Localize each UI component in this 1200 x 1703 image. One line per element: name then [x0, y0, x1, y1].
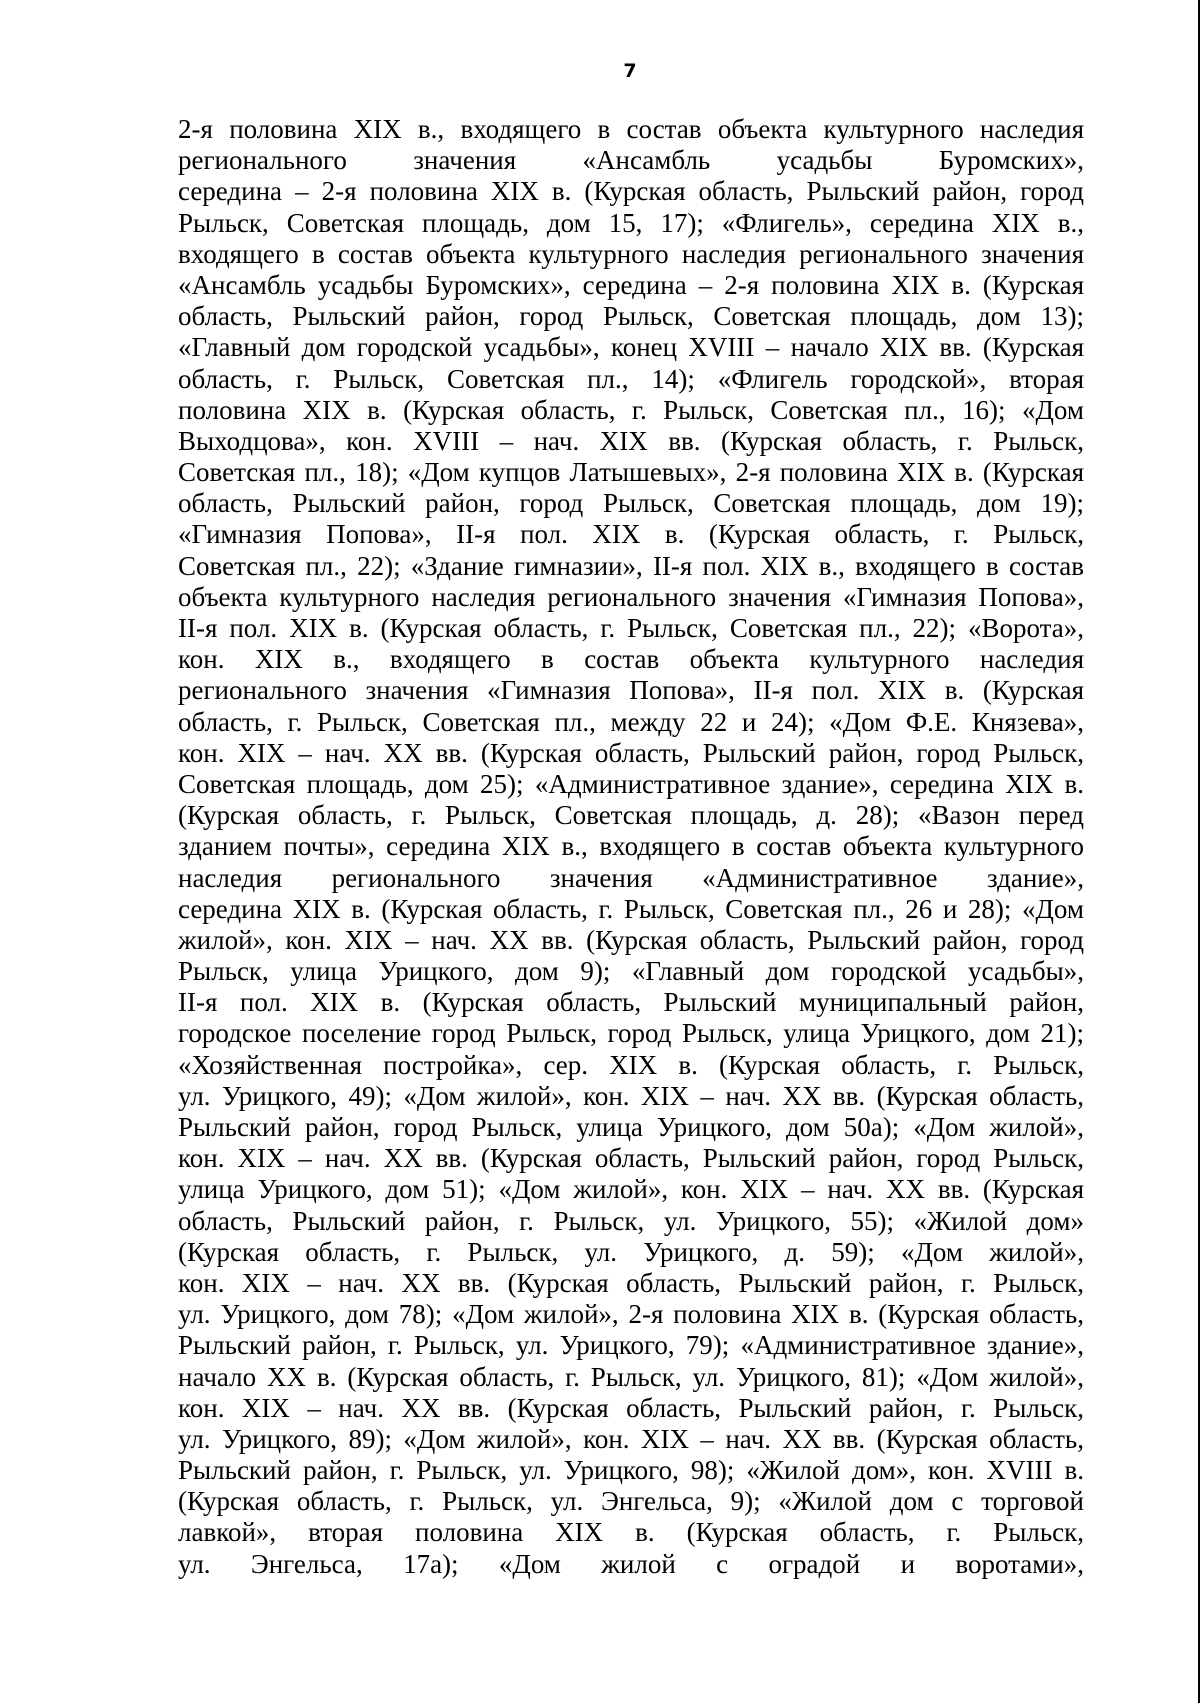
- text-line: Советская площадь, дом 25); «Административное здание», середина XIX в.: [178, 768, 1084, 799]
- text-line: область, г. Рыльск, Советская пл., между 22 и 24); «Дом Ф.Е. Князева»,: [178, 706, 1084, 737]
- text-line: кон. XIX – нач. XX вв. (Курская область, Рыльский район, город Рыльск,: [178, 1143, 1084, 1174]
- text-line: «Хозяйственная постройка», сер. XIX в. (Курская область, г. Рыльск,: [178, 1049, 1084, 1080]
- text-line: объекта культурного наследия регионального значения «Гимназия Попова»,: [178, 581, 1084, 612]
- text-line: регионального значения «Ансамбль усадьбы Буромских»,: [178, 145, 1084, 176]
- text-line: II-я пол. XIX в. (Курская область, г. Рыльск, Советская пл., 22); «Ворота»,: [178, 613, 1084, 643]
- page-number: 7: [623, 60, 637, 82]
- text-line: Рыльск, улица Урицкого, дом 9); «Главный дом городской усадьбы»,: [178, 956, 1084, 987]
- text-line: кон. XIX – нач. XX вв. (Курская область, Рыльский район, город Рыльск,: [178, 737, 1084, 768]
- text-line: область, г. Рыльск, Советская пл., 14); «Флигель городской», вторая: [178, 363, 1084, 394]
- body-text: [178, 114, 1084, 1580]
- text-line: середина – 2-я половина XIX в. (Курская область, Рыльский район, город: [178, 176, 1084, 207]
- text-line: ул. Урицкого, 89); «Дом жилой», кон. XIX – нач. XX вв. (Курская область,: [178, 1423, 1084, 1454]
- text-line: ул. Урицкого, 49); «Дом жилой», кон. XIX – нач. XX вв. (Курская область,: [178, 1080, 1084, 1111]
- text-line: область, Рыльский район, город Рыльск, Советская площадь, дом 19);: [178, 488, 1084, 519]
- text-line: ул. Энгельса, 17а); «Дом жилой с оградой и воротами»,: [178, 1548, 1084, 1579]
- text-line: Рыльский район, город Рыльск, улица Урицкого, дом 50а); «Дом жилой»,: [178, 1112, 1084, 1142]
- text-line: Рыльский район, г. Рыльск, ул. Урицкого, 79); «Административное здание»,: [178, 1330, 1084, 1361]
- text-line: половина XIX в. (Курская область, г. Рыльск, Советская пл., 16); «Дом: [178, 394, 1084, 425]
- text-line: Выходцова», кон. XVIII – нач. XIX вв. (Курская область, г. Рыльск,: [178, 425, 1084, 456]
- text-line: начало XX в. (Курская область, г. Рыльск, ул. Урицкого, 81); «Дом жилой»,: [178, 1361, 1084, 1392]
- text-line: входящего в состав объекта культурного наследия регионального значения: [178, 238, 1084, 269]
- text-line: лавкой», вторая половина XIX в. (Курская область, г. Рыльск,: [178, 1517, 1084, 1548]
- text-line: «Ансамбль усадьбы Буромских», середина – 2-я половина XIX в. (Курская: [178, 269, 1084, 300]
- text-line: кон. XIX – нач. XX вв. (Курская область, Рыльский район, г. Рыльск,: [178, 1392, 1084, 1423]
- text-line: (Курская область, г. Рыльск, ул. Энгельса, 9); «Жилой дом с торговой: [178, 1486, 1084, 1517]
- text-line: регионального значения «Гимназия Попова», II-я пол. XIX в. (Курская: [178, 675, 1084, 706]
- text-line: улица Урицкого, дом 51); «Дом жилой», кон. XIX – нач. XX вв. (Курская: [178, 1174, 1084, 1205]
- text-line: «Главный дом городской усадьбы», конец XVIII – начало XIX вв. (Курская: [178, 332, 1084, 363]
- text-line: Советская пл., 22); «Здание гимназии», II-я пол. XIX в., входящего в состав: [178, 550, 1084, 581]
- text-line: ул. Урицкого, дом 78); «Дом жилой», 2-я половина XIX в. (Курская область,: [178, 1299, 1084, 1330]
- text-line: жилой», кон. XIX – нач. XX вв. (Курская область, Рыльский район, город: [178, 924, 1084, 955]
- text-line: наследия регионального значения «Административное здание»,: [178, 862, 1084, 893]
- text-line: (Курская область, г. Рыльск, ул. Урицкого, д. 59); «Дом жилой»,: [178, 1236, 1084, 1267]
- text-line: Рыльск, Советская площадь, дом 15, 17); «Флигель», середина XIX в.,: [178, 207, 1084, 238]
- text-line: зданием почты», середина XIX в., входящего в состав объекта культурного: [178, 831, 1084, 862]
- text-line: область, Рыльский район, г. Рыльск, ул. Урицкого, 55); «Жилой дом»: [178, 1205, 1084, 1236]
- text-line: кон. XIX – нач. XX вв. (Курская область, Рыльский район, г. Рыльск,: [178, 1267, 1084, 1298]
- text-line: II-я пол. XIX в. (Курская область, Рыльский муниципальный район,: [178, 987, 1084, 1018]
- text-line: середина XIX в. (Курская область, г. Рыльск, Советская пл., 26 и 28); «Дом: [178, 893, 1084, 924]
- text-line: «Гимназия Попова», II-я пол. XIX в. (Курская область, г. Рыльск,: [178, 519, 1084, 550]
- text-line: область, Рыльский район, город Рыльск, Советская площадь, дом 13);: [178, 301, 1084, 332]
- text-line: 2-я половина XIX в., входящего в состав объекта культурного наследия: [178, 114, 1084, 144]
- text-line: Рыльский район, г. Рыльск, ул. Урицкого, 98); «Жилой дом», кон. XVIII в.: [178, 1455, 1084, 1486]
- text-line: городское поселение город Рыльск, город Рыльск, улица Урицкого, дом 21);: [178, 1018, 1084, 1049]
- text-line: (Курская область, г. Рыльск, Советская площадь, д. 28); «Вазон перед: [178, 800, 1084, 831]
- text-line: Советская пл., 18); «Дом купцов Латышевых», 2-я половина XIX в. (Курская: [178, 457, 1084, 488]
- text-line: кон. XIX в., входящего в состав объекта культурного наследия: [178, 644, 1084, 675]
